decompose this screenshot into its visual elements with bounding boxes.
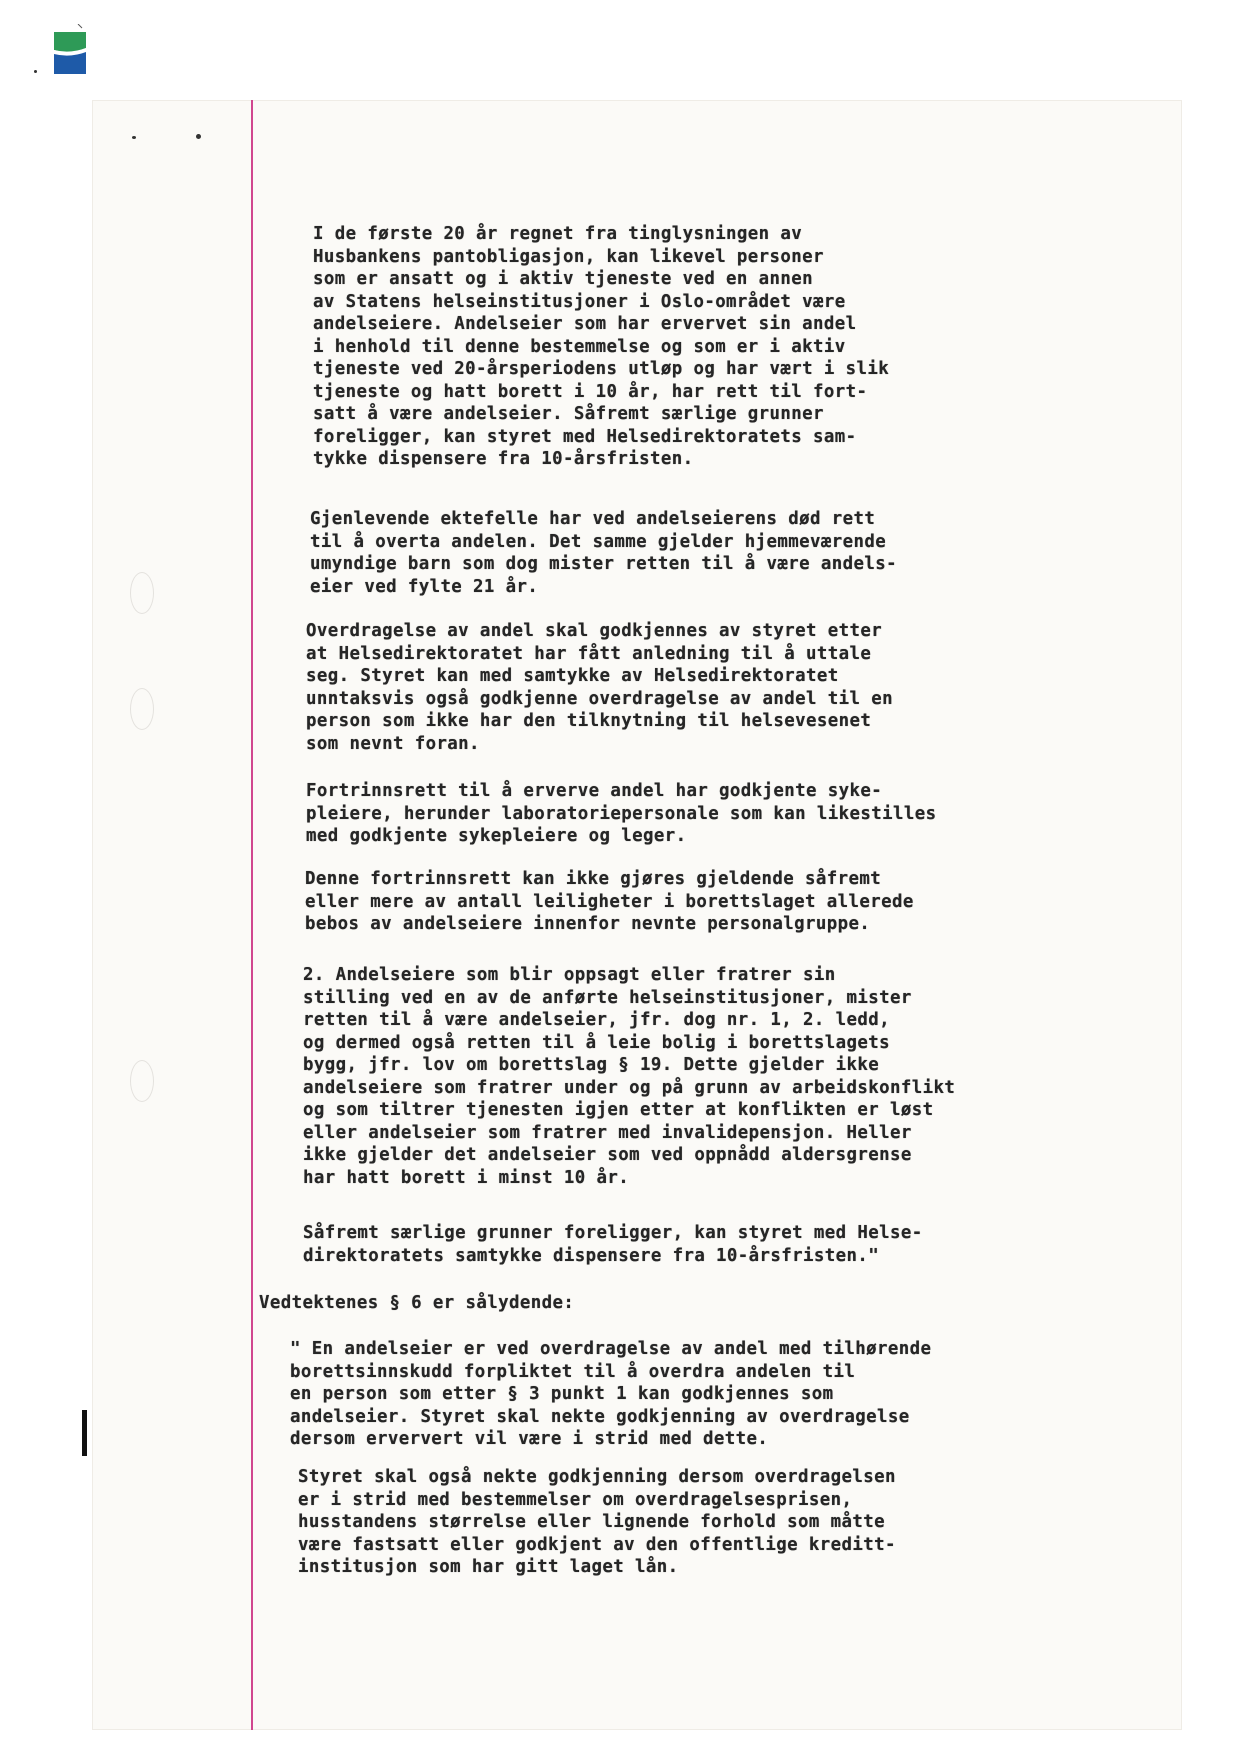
text-line: unntaksvis også godkjenne overdragelse av andel til en [306, 688, 893, 709]
text-line: være fastsatt eller godkjent av den offentlige kreditt- [298, 1534, 896, 1555]
speck [132, 136, 136, 139]
text-line: bebos av andelseiere innenfor nevnte personalgruppe. [305, 914, 871, 934]
text-line: som er ansatt og i aktiv tjeneste ved en annen [313, 269, 814, 289]
text-line: dersom erververt vil være i strid med dette. [290, 1429, 769, 1449]
text-line: at Helsedirektoratet har fått anledning til å uttale [306, 643, 872, 664]
paragraph-8 [259, 1292, 574, 1315]
text-line: eller andelseier som fratrer med invalidepensjon. Heller [303, 1122, 912, 1143]
paragraph-6 [303, 964, 955, 1189]
text-line: Denne fortrinnsrett kan ikke gjøres gjeldende såfremt [305, 869, 882, 889]
paragraph-4 [306, 780, 936, 848]
text-line: " En andelseier er ved overdragelse av andel med tilhørende [290, 1339, 932, 1359]
text-line: seg. Styret kan med samtykke av Helsedirektoratet [306, 666, 839, 686]
text-line: er i strid med bestemmelser om overdragelsesprisen, [298, 1489, 853, 1510]
text-line: stilling ved en av de anførte helseinstitusjoner, mister [303, 987, 912, 1008]
text-line: og dermed også retten til å leie bolig i borettslagets [303, 1032, 890, 1053]
text-line: Styret skal også nekte godkjenning dersom overdragelsen [298, 1467, 896, 1487]
text-line: tjeneste ved 20-årsperiodens utløp og har vært i slik [313, 359, 890, 379]
text-line: eier ved fylte 21 år. [310, 576, 539, 597]
text-line: borettsinnskudd forpliktet til å overdra andelen til [290, 1361, 856, 1382]
text-line: satt å være andelseier. Såfremt særlige grunner [313, 404, 824, 424]
speck [196, 134, 201, 139]
margin-line [251, 100, 253, 1730]
text-line: som nevnt foran. [306, 733, 480, 754]
text-line: andelseier. Styret skal nekte godkjenning av overdragelse [290, 1406, 910, 1427]
paragraph-1 [313, 223, 889, 471]
text-line: bygg, jfr. lov om borettslag § 19. Dette gjelder ikke [303, 1055, 880, 1075]
paragraph-9 [290, 1338, 931, 1451]
punch-hole [130, 688, 154, 730]
text-line: direktoratets samtykke dispensere fra 10-årsfristen." [303, 1245, 880, 1266]
text-line: tjeneste og hatt borett i 10 år, har rett til fort- [313, 381, 868, 402]
text-line: en person som etter § 3 punkt 1 kan godkjennes som [290, 1384, 834, 1404]
text-line: i henhold til denne bestemmelse og som er i aktiv [313, 336, 846, 357]
text-line: husstandens størrelse eller lignende forhold som måtte [298, 1512, 885, 1532]
paragraph-10 [298, 1466, 896, 1579]
text-line: Overdragelse av andel skal godkjennes av styret etter [306, 621, 883, 641]
text-line: I de første 20 år regnet fra tinglysningen av [313, 224, 803, 244]
paragraph-2 [310, 508, 897, 598]
speck [34, 70, 37, 73]
paragraph-5 [305, 868, 914, 936]
text-line: ikke gjelder det andelseier som ved oppnådd aldersgrense [303, 1145, 912, 1165]
text-line: Vedtektenes § 6 er sålydende: [259, 1293, 575, 1313]
text-line: retten til å være andelseier, jfr. dog nr. 1, 2. ledd, [303, 1010, 890, 1030]
scan-edge-mark [82, 1410, 87, 1456]
text-line: person som ikke har den tilknytning til helsevesenet [306, 711, 872, 731]
paragraph-7 [303, 1222, 923, 1267]
text-line: pleiere, herunder laboratoriepersonale som kan likestilles [306, 803, 937, 824]
text-line: til å overta andelen. Det samme gjelder hjemmeværende [310, 531, 887, 552]
text-line: umyndige barn som dog mister retten til å være andels- [310, 554, 897, 574]
punch-hole [130, 1060, 154, 1102]
text-line: har hatt borett i minst 10 år. [303, 1167, 630, 1188]
text-line: av Statens helseinstitusjoner i Oslo-området være [313, 291, 846, 312]
text-line: Gjenlevende ektefelle har ved andelseierens død rett [310, 509, 876, 529]
text-line: institusjon som har gitt laget lån. [298, 1557, 679, 1577]
logo-icon [52, 24, 88, 78]
text-line: andelseiere som fratrer under og på grunn av arbeidskonflikt [303, 1077, 956, 1098]
text-line: andelseiere. Andelseier som har ervervet sin andel [313, 314, 857, 334]
text-line: og som tiltrer tjenesten igjen etter at konflikten er løst [303, 1100, 934, 1120]
text-line: tykke dispensere fra 10-årsfristen. [313, 449, 694, 469]
text-line: eller mere av antall leiligheter i borettslaget allerede [305, 891, 914, 912]
text-line: foreligger, kan styret med Helsedirektoratets sam- [313, 426, 857, 447]
paragraph-3 [306, 620, 893, 755]
text-line: 2. Andelseiere som blir oppsagt eller fratrer sin [303, 965, 836, 985]
text-line: Såfremt særlige grunner foreligger, kan styret med Helse- [303, 1223, 923, 1243]
punch-hole [130, 572, 154, 614]
text-line: med godkjente sykepleiere og leger. [306, 826, 687, 846]
text-line: Fortrinnsrett til å erverve andel har godkjente syke- [306, 781, 883, 801]
text-line: Husbankens pantobligasjon, kan likevel personer [313, 246, 824, 267]
